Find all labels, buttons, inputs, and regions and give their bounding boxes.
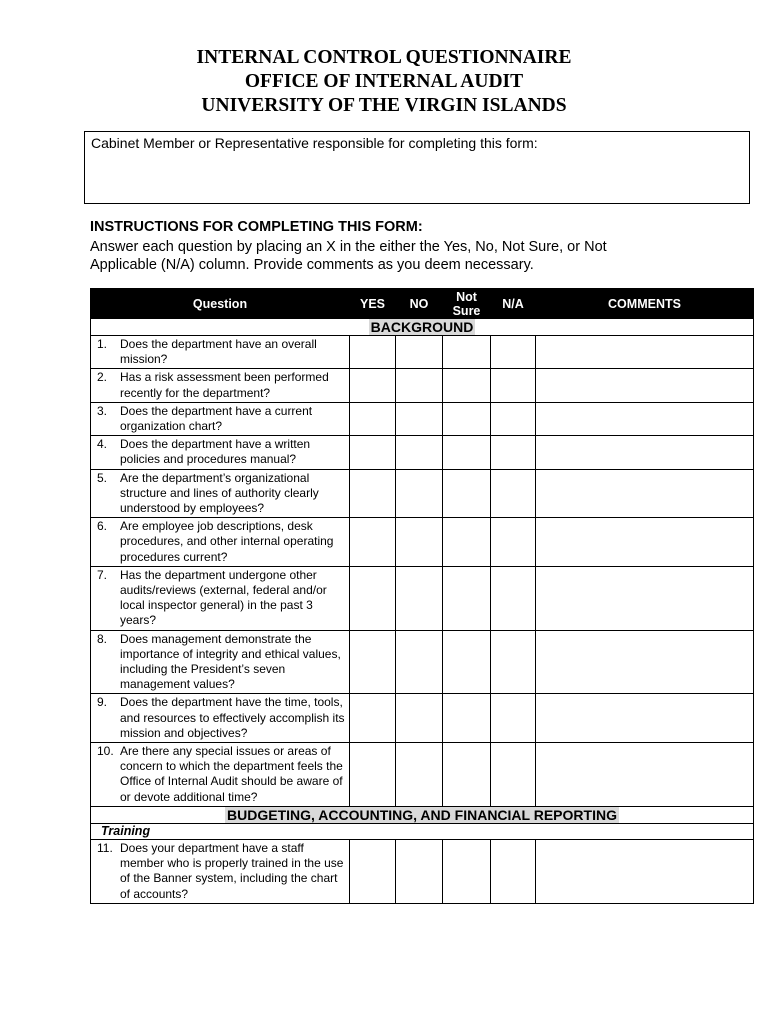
comments-cell[interactable] — [536, 630, 754, 694]
no-cell[interactable] — [396, 743, 443, 807]
header-row — [91, 289, 754, 319]
na-cell[interactable] — [491, 436, 536, 469]
question-text: Are the department’s organizational structure and lines of authority clearly understood by employees? — [120, 470, 319, 516]
questionnaire-table — [90, 288, 754, 904]
question-cell — [91, 469, 350, 518]
question-cell — [91, 436, 350, 469]
comments-cell[interactable] — [536, 369, 754, 402]
na-cell[interactable] — [491, 518, 536, 567]
comments-cell[interactable] — [536, 402, 754, 435]
yes-cell[interactable] — [350, 694, 396, 743]
na-cell[interactable] — [491, 336, 536, 369]
section-title-background: BACKGROUND — [370, 319, 474, 335]
col-question: Question — [91, 289, 350, 319]
no-cell[interactable] — [396, 839, 443, 903]
yes-cell[interactable] — [350, 469, 396, 518]
instructions-heading: INSTRUCTIONS FOR COMPLETING THIS FORM: — [90, 219, 423, 235]
no-cell[interactable] — [396, 694, 443, 743]
question-cell — [91, 694, 350, 743]
not-sure-cell[interactable] — [443, 469, 491, 518]
question-cell — [91, 402, 350, 435]
na-cell[interactable] — [491, 469, 536, 518]
not-sure-cell[interactable] — [443, 743, 491, 807]
comments-cell[interactable] — [536, 566, 754, 630]
question-cell — [91, 743, 350, 807]
question-cell — [91, 630, 350, 694]
no-cell[interactable] — [396, 518, 443, 567]
no-cell[interactable] — [396, 436, 443, 469]
cabinet-member-field[interactable] — [84, 131, 750, 204]
question-cell — [91, 839, 350, 903]
question-text: Does the department have a current organization chart? — [120, 403, 313, 434]
question-cell — [91, 336, 350, 369]
title-line-2: OFFICE OF INTERNAL AUDIT — [244, 71, 524, 92]
question-cell — [91, 518, 350, 567]
table-row — [91, 518, 754, 567]
comments-cell[interactable] — [536, 436, 754, 469]
question-text: Has the department undergone other audits/reviews (external, federal and/or local inspector general) in the past 3 years? — [120, 567, 327, 628]
yes-cell[interactable] — [350, 566, 396, 630]
question-text: Does your department have a staff member who is properly trained in the use of the Banner system, including the chart of accounts? — [120, 840, 344, 901]
not-sure-cell[interactable] — [443, 402, 491, 435]
not-sure-cell[interactable] — [443, 369, 491, 402]
na-cell[interactable] — [491, 369, 536, 402]
instructions-body: Answer each question by placing an X in the either the Yes, No, Not Sure, or Not Applicable (N/A) column. Provide comments as you deem necessary. — [90, 239, 607, 273]
na-cell[interactable] — [491, 566, 536, 630]
question-number: 3. — [97, 403, 108, 418]
table-row — [91, 743, 754, 807]
no-cell[interactable] — [396, 630, 443, 694]
question-text: Does the department have a written policies and procedures manual? — [120, 437, 311, 467]
not-sure-cell[interactable] — [443, 336, 491, 369]
not-sure-cell[interactable] — [443, 694, 491, 743]
table-row — [91, 469, 754, 518]
question-number: 11. — [97, 840, 113, 855]
yes-cell[interactable] — [350, 839, 396, 903]
yes-cell[interactable] — [350, 743, 396, 807]
title-line-3: UNIVERSITY OF THE VIRGIN ISLANDS — [201, 95, 567, 116]
na-cell[interactable] — [491, 630, 536, 694]
question-number: 10. — [97, 744, 114, 759]
question-text: Are there any special issues or areas of concern to which the department feels the Office of Internal Audit should be aware of or devote additional time? — [120, 744, 343, 804]
col-na: N/A — [491, 289, 536, 319]
comments-cell[interactable] — [536, 336, 754, 369]
question-number: 5. — [97, 470, 108, 485]
not-sure-cell[interactable] — [443, 566, 491, 630]
comments-cell[interactable] — [536, 839, 754, 903]
subsection-row-training — [91, 823, 754, 839]
question-text: Has a risk assessment been performed recently for the department? — [120, 370, 329, 400]
question-text: Does management demonstrate the importance of integrity and ethical values, including the President’s seven management values? — [120, 631, 341, 692]
table-row — [91, 436, 754, 469]
col-not-sure-line1: Not — [456, 289, 477, 304]
no-cell[interactable] — [396, 469, 443, 518]
document-title — [0, 46, 768, 118]
question-number: 1. — [97, 337, 108, 351]
yes-cell[interactable] — [350, 436, 396, 469]
na-cell[interactable] — [491, 743, 536, 807]
col-yes: YES — [350, 289, 396, 319]
yes-cell[interactable] — [350, 369, 396, 402]
na-cell[interactable] — [491, 839, 536, 903]
question-cell — [91, 369, 350, 402]
table-row — [91, 566, 754, 630]
comments-cell[interactable] — [536, 518, 754, 567]
question-cell — [91, 566, 350, 630]
na-cell[interactable] — [491, 402, 536, 435]
table-row — [91, 630, 754, 694]
subsection-title-training: Training — [101, 823, 151, 838]
yes-cell[interactable] — [350, 518, 396, 567]
question-text: Does the department have the time, tools, and resources to effectively accomplish its mission and objectives? — [120, 695, 345, 740]
col-not-sure — [443, 289, 491, 319]
question-number: 4. — [97, 437, 108, 452]
table-row — [91, 694, 754, 743]
not-sure-cell[interactable] — [443, 436, 491, 469]
section-title-budgeting: BUDGETING, ACCOUNTING, AND FINANCIAL REPORTING — [227, 806, 617, 823]
comments-cell[interactable] — [536, 469, 754, 518]
question-number: 8. — [97, 631, 108, 646]
question-text: Does the department have an overall mission? — [120, 337, 317, 367]
cabinet-member-label: Cabinet Member or Representative responsible for completing this form: — [91, 135, 538, 151]
col-not-sure-line2: Sure — [452, 303, 481, 318]
section-row-budgeting — [91, 806, 754, 823]
no-cell[interactable] — [396, 369, 443, 402]
yes-cell[interactable] — [350, 336, 396, 369]
table-row — [91, 336, 754, 369]
question-number: 7. — [97, 567, 108, 582]
not-sure-cell[interactable] — [443, 630, 491, 694]
col-no: NO — [396, 289, 443, 319]
comments-cell[interactable] — [536, 743, 754, 807]
section-row-background — [91, 319, 754, 336]
question-text: Are employee job descriptions, desk procedures, and other internal operating procedures current? — [120, 519, 334, 564]
question-number: 6. — [97, 519, 108, 534]
no-cell[interactable] — [396, 336, 443, 369]
table-row — [91, 839, 754, 903]
comments-cell[interactable] — [536, 694, 754, 743]
not-sure-cell[interactable] — [443, 518, 491, 567]
not-sure-cell[interactable] — [443, 839, 491, 903]
table-row — [91, 369, 754, 402]
question-number: 9. — [97, 695, 108, 710]
title-line-1: INTERNAL CONTROL QUESTIONNAIRE — [196, 47, 572, 68]
no-cell[interactable] — [396, 402, 443, 435]
table-row — [91, 402, 754, 435]
yes-cell[interactable] — [350, 402, 396, 435]
na-cell[interactable] — [491, 694, 536, 743]
col-comments: COMMENTS — [536, 289, 754, 319]
yes-cell[interactable] — [350, 630, 396, 694]
no-cell[interactable] — [396, 566, 443, 630]
question-number: 2. — [97, 370, 108, 385]
